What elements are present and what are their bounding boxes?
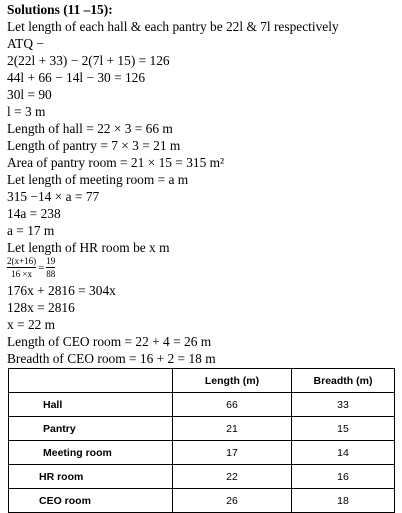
length-cell: 66: [173, 393, 292, 417]
equation-line: Area of pantry room = 21 × 15 = 315 m²: [7, 155, 225, 170]
equation-line: 2(22l + 33) − 2(7l + 15) = 126: [7, 53, 170, 68]
equation-line: 30l = 90: [7, 87, 52, 102]
equation-line: 315 −14 × a = 77: [7, 189, 100, 204]
room-name-cell: Meeting room: [9, 441, 173, 465]
equation-line: a = 17 m: [7, 223, 55, 238]
table-row: [9, 465, 395, 489]
results-table: [8, 368, 395, 513]
equation-line: 44l + 66 − 14l − 30 = 126: [7, 70, 146, 85]
header-cell: Length (m): [173, 369, 292, 393]
left-fraction: [7, 256, 36, 279]
text-line: Let length of HR room be x m: [7, 240, 170, 255]
left-numerator: 2(x+16): [7, 256, 37, 266]
breadth-cell: 16: [292, 465, 395, 489]
text-line: Let length of meeting room = a m: [7, 172, 189, 187]
breadth-cell: 14: [292, 441, 395, 465]
equation-line: Length of pantry = 7 × 3 = 21 m: [7, 138, 181, 153]
breadth-cell: 15: [292, 417, 395, 441]
table-row: [9, 489, 395, 513]
room-name-cell: Hall: [9, 393, 173, 417]
table-header-row: [9, 369, 395, 393]
solutions-heading: Solutions (11 –15):: [7, 2, 113, 17]
equation-line: Length of hall = 22 × 3 = 66 m: [7, 121, 173, 136]
equation-line: l = 3 m: [7, 104, 46, 119]
room-name-cell: Pantry: [9, 417, 173, 441]
table-row: [9, 417, 395, 441]
length-cell: 22: [173, 465, 292, 489]
header-cell: Breadth (m): [292, 369, 395, 393]
length-cell: 17: [173, 441, 292, 465]
right-denominator: 88: [46, 269, 56, 279]
breadth-cell: 33: [292, 393, 395, 417]
right-fraction: [46, 256, 55, 279]
table-row: [9, 393, 395, 417]
right-numerator: 19: [46, 256, 56, 266]
text-line: Let length of each hall & each pantry be 22l & 7l respectively: [7, 19, 339, 34]
header-cell: [9, 369, 173, 393]
fraction-equation: [7, 256, 55, 279]
equation-line: 14a = 238: [7, 206, 61, 221]
breadth-cell: 18: [292, 489, 395, 513]
length-cell: 21: [173, 417, 292, 441]
left-denominator: 16 ×x: [11, 269, 32, 279]
text-line: ATQ −: [7, 36, 44, 51]
table-row: [9, 441, 395, 465]
equation-line: 176x + 2816 = 304x: [7, 283, 116, 298]
room-name-cell: CEO room: [9, 489, 173, 513]
equation-line: 128x = 2816: [7, 300, 75, 315]
equals-sign: =: [38, 261, 45, 274]
equation-line: Breadth of CEO room = 16 + 2 = 18 m: [7, 351, 216, 366]
equation-line: Length of CEO room = 22 + 4 = 26 m: [7, 334, 212, 349]
equation-line: x = 22 m: [7, 317, 56, 332]
length-cell: 26: [173, 489, 292, 513]
room-name-cell: HR room: [9, 465, 173, 489]
